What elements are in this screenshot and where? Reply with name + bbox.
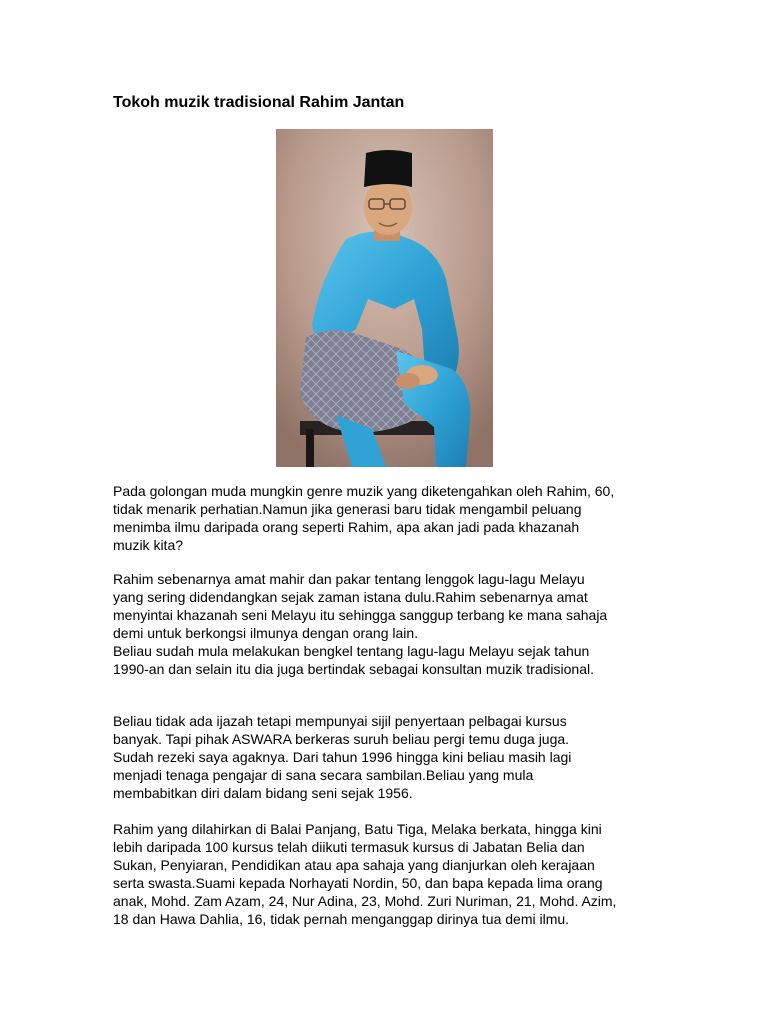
page-title: Tokoh muzik tradisional Rahim Jantan [113,94,405,111]
paragraph-line: membabitkan diri dalam bidang seni sejak 1956. [113,785,413,801]
paragraph-line: Beliau sudah mula melakukan bengkel tentang lagu-lagu Melayu sejak tahun [113,643,590,659]
paragraph-line: 1990-an dan selain itu dia juga bertindak sebagai konsultan muzik tradisional. [113,661,594,677]
paragraph-line: lebih daripada 100 kursus telah diikuti termasuk kursus di Jabatan Belia dan [113,839,585,855]
paragraph-line: anak, Mohd. Zam Azam, 24, Nur Adina, 23, Mohd. Zuri Nuriman, 21, Mohd. Azim, [113,893,617,909]
paragraph-line: Beliau tidak ada ijazah tetapi mempunyai sijil penyertaan pelbagai kursus [113,713,567,729]
paragraph-3 [113,712,693,802]
paragraph-line: yang sering didendangkan sejak zaman istana dulu.Rahim sebenarnya amat [113,589,588,605]
paragraph-2 [113,570,693,678]
paragraph-line: Sukan, Penyiaran, Pendidikan atau apa sahaja yang dianjurkan oleh kerajaan [113,857,595,873]
paragraph-line: Rahim sebenarnya amat mahir dan pakar tentang lenggok lagu-lagu Melayu [113,571,585,587]
paragraph-line: Sudah rezeki saya agaknya. Dari tahun 1996 hingga kini beliau masih lagi [113,749,572,765]
paragraph-1 [113,482,693,554]
paragraph-line: Rahim yang dilahirkan di Balai Panjang, Batu Tiga, Melaka berkata, hingga kini [113,821,602,837]
paragraph-line: Pada golongan muda mungkin genre muzik yang diketengahkan oleh Rahim, 60, [113,483,615,499]
paragraph-line: menyintai khazanah seni Melayu itu sehingga sanggup terbang ke mana sahaja [113,607,608,623]
paragraph-line: demi untuk berkongsi ilmunya dengan orang lain. [113,625,419,641]
paragraph-line: menimba ilmu daripada orang seperti Rahim, apa akan jadi pada khazanah [113,519,580,535]
paragraph-line: banyak. Tapi pihak ASWARA berkeras suruh beliau pergi temu duga juga. [113,731,570,747]
paragraph-line: tidak menarik perhatian.Namun jika generasi baru tidak mengambil peluang [113,501,582,517]
paragraph-line: serta swasta.Suami kepada Norhayati Nordin, 50, dan bapa kepada lima orang [113,875,603,891]
paragraph-line: 18 dan Hawa Dahlia, 16, tidak pernah menganggap dirinya tua demi ilmu. [113,911,570,927]
paragraph-line: muzik kita? [113,537,184,553]
portrait-photo [276,129,493,467]
paragraph-4 [113,820,693,928]
paragraph-line: menjadi tenaga pengajar di sana secara sambilan.Beliau yang mula [113,767,534,783]
